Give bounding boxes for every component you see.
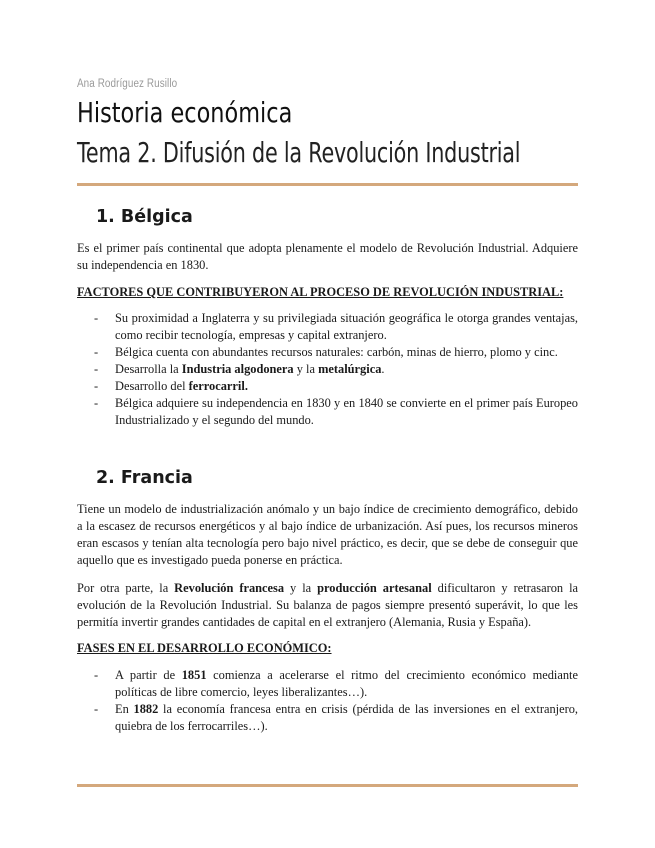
belgica-factors-list: [77, 310, 578, 429]
list-item: [77, 344, 578, 361]
list-item-text: Bélgica adquiere su independencia en 1830 y en 1840 se convierte en el primer país Europeo Industrializado y el segundo del mundo.: [115, 396, 578, 427]
francia-phases-list: [77, 667, 578, 735]
section-heading-francia: 2. Francia: [96, 468, 193, 488]
list-item-text: y la: [293, 362, 319, 376]
bullet-dash: -: [94, 702, 99, 716]
emphasis-text: ferrocarril.: [188, 379, 248, 393]
bullet-dash: -: [94, 379, 99, 393]
list-item: [77, 395, 578, 429]
emphasis-text: 1882: [133, 702, 159, 716]
francia-phases-heading: FASES EN EL DESARROLLO ECONÓMICO:: [77, 641, 332, 655]
document-subtitle: Tema 2. Difusión de la Revolución Industrial: [77, 136, 521, 169]
list-item-text: A partir de: [115, 668, 182, 682]
list-item: [77, 310, 578, 344]
belgica-intro-paragraph: Es el primer país continental que adopta plenamente el modelo de Revolución Industrial. Adquiere su independencia en 1830.: [77, 241, 578, 272]
belgica-factors-heading: FACTORES QUE CONTRIBUYERON AL PROCESO DE REVOLUCIÓN INDUSTRIAL:: [77, 285, 564, 299]
list-item-text: .: [381, 362, 385, 376]
list-item-text: la economía francesa entra en crisis (pérdida de las inversiones en el extranjero, quiebra de los ferrocarriles…).: [115, 702, 578, 733]
list-item-text: Desarrolla la: [115, 362, 182, 376]
list-item-text: comienza a acelerarse el ritmo del crecimiento económico mediante políticas de libre comercio, leyes liberalizantes…).: [115, 668, 578, 699]
francia-paragraph-1: Tiene un modelo de industrialización anómalo y un bajo índice de crecimiento demográfico, debido a la escasez de recursos energéticos y al bajo índice de urbanización. Así pues, los recursos mineros eran escasos y tenían alta tecnología pero bajo nivel práctico, es decir, que se debe de conseguir que aquello que es investigado pueda ponerse en práctica.: [77, 502, 578, 567]
list-item-text: Su proximidad a Inglaterra y su privilegiada situación geográfica le otorga grandes ventajas, como recibir tecnología, empresas y capital extranjero.: [115, 311, 578, 342]
list-item-text: Bélgica cuenta con abundantes recursos naturales: carbón, minas de hierro, plomo y cinc.: [115, 345, 558, 359]
bullet-dash: -: [94, 668, 99, 682]
author-name: Ana Rodríguez Rusillo: [77, 78, 178, 90]
bullet-dash: -: [94, 396, 99, 410]
list-item: [77, 667, 578, 701]
bottom-divider: [77, 784, 578, 787]
top-divider: [77, 183, 578, 186]
bullet-dash: -: [94, 362, 99, 376]
list-item-text: Desarrollo del: [115, 379, 189, 393]
emphasis-text: Industria algodonera: [181, 362, 294, 376]
paragraph-text: y la: [284, 581, 318, 595]
list-item: [77, 361, 578, 378]
bullet-dash: -: [94, 345, 99, 359]
section-heading-belgica: 1. Bélgica: [96, 207, 193, 227]
paragraph-text: dificultaron y retrasaron la evolución de la Revolución Industrial. Su balanza de pagos siempre presentó superávit, lo que les permitía invertir grandes cantidades de capital en el extranjero (Alemania, Rusia y España).: [77, 581, 579, 629]
emphasis-text: producción artesanal: [317, 581, 432, 595]
list-item-text: En: [115, 702, 134, 716]
emphasis-text: 1851: [181, 668, 207, 682]
document-title: Historia económica: [77, 96, 293, 129]
emphasis-text: metalúrgica: [318, 362, 382, 376]
bullet-dash: -: [94, 311, 99, 325]
list-item: [77, 378, 578, 395]
emphasis-text: Revolución francesa: [174, 581, 285, 595]
list-item: [77, 701, 578, 735]
paragraph-text: Por otra parte, la: [77, 581, 175, 595]
francia-paragraph-2: [77, 580, 578, 631]
